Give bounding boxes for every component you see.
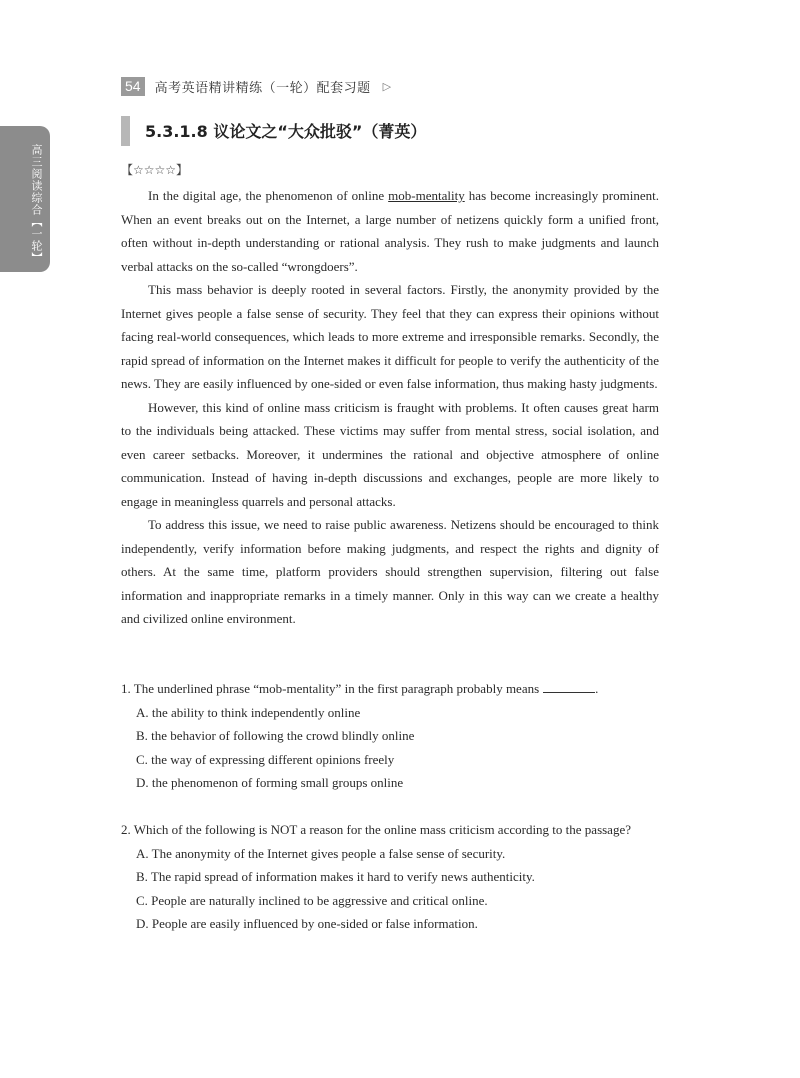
question-1-option-c: C. the way of expressing different opinions freely [136,751,395,767]
play-arrow-icon: ▷ [382,79,392,93]
passage-paragraph-1 [121,184,659,278]
p1-text-after: has become increasingly prominent. When an event breaks out on the Internet, a large number of netizens quickly form a unified front, often without in-depth understanding or rational analysis. They rush to make judgments and launch verbal attacks on the so-called “wrongdoers”. [121,188,659,274]
underlined-phrase: mob-mentality [388,188,465,203]
page-header [121,76,391,96]
question-1-option-d: D. the phenomenon of forming small groups online [136,775,404,790]
question-2-option-a: A. The anonymity of the Internet gives people a false sense of security. [136,845,506,861]
p1-text-before: In the digital age, the phenomenon of online [148,188,389,203]
question-2-option-c: C. People are naturally inclined to be aggressive and critical online. [136,892,488,908]
question-1-option-b: B. the behavior of following the crowd blindly online [136,728,415,743]
question-1-end: . [595,681,599,696]
section-marker [121,116,130,146]
passage-paragraph-2: This mass behavior is deeply rooted in several factors. Firstly, the anonymity provided by the Internet gives people a false sense of security. They feel that they can express their opinions without facing real-world consequences, which leads to more extreme and irresponsible remarks. Secondly, the rapid spread of information on the Internet makes it difficult for people to verify the authenticity of the news. They are easily influenced by one-sided or even false information, thus making hasty judgments. [121,282,659,391]
question-1 [121,677,661,795]
question-1-stem [121,677,661,701]
question-1-text: 1. The underlined phrase “mob-mentality” in the first paragraph probably means [121,681,540,696]
section-title: 5.3.1.8 议论文之“大众批驳”（菁英） [145,122,427,141]
reading-passage [121,184,659,631]
question-2 [121,818,661,936]
question-2-option-b: B. The rapid spread of information makes it hard to verify news authenticity. [136,869,535,884]
question-2-stem: 2. Which of the following is NOT a reason for the online mass criticism according to the passage? [121,822,631,837]
answer-blank [543,680,595,693]
side-tab-label: 高三阅读综合【一轮】 [30,144,43,264]
question-2-option-d: D. People are easily influenced by one-sided or false information. [136,916,478,931]
difficulty-rating: 【☆☆☆☆】 [121,163,189,177]
page-number: 54 [121,77,145,96]
question-1-option-a: A. the ability to think independently online [136,704,361,720]
passage-paragraph-4: To address this issue, we need to raise public awareness. Netizens should be encouraged to think independently, verify information before making judgments, and respect the rights and dignity of others. At the same time, platform providers should strengthen supervision, filtering out false information and inappropriate remarks in a timely manner. Only in this way can we create a healthy and civilized online environment. [121,517,659,626]
book-title: 高考英语精讲精练（一轮）配套习题 [154,80,371,96]
passage-paragraph-3: However, this kind of online mass criticism is fraught with problems. It often causes great harm to the individuals being attacked. These victims may suffer from mental stress, social isolation, and even career setbacks. Moreover, it undermines the rational and objective atmosphere of online communication. Instead of having in-depth discussions and exchanges, people are more likely to engage in meaningless quarrels and personal attacks. [121,399,659,509]
